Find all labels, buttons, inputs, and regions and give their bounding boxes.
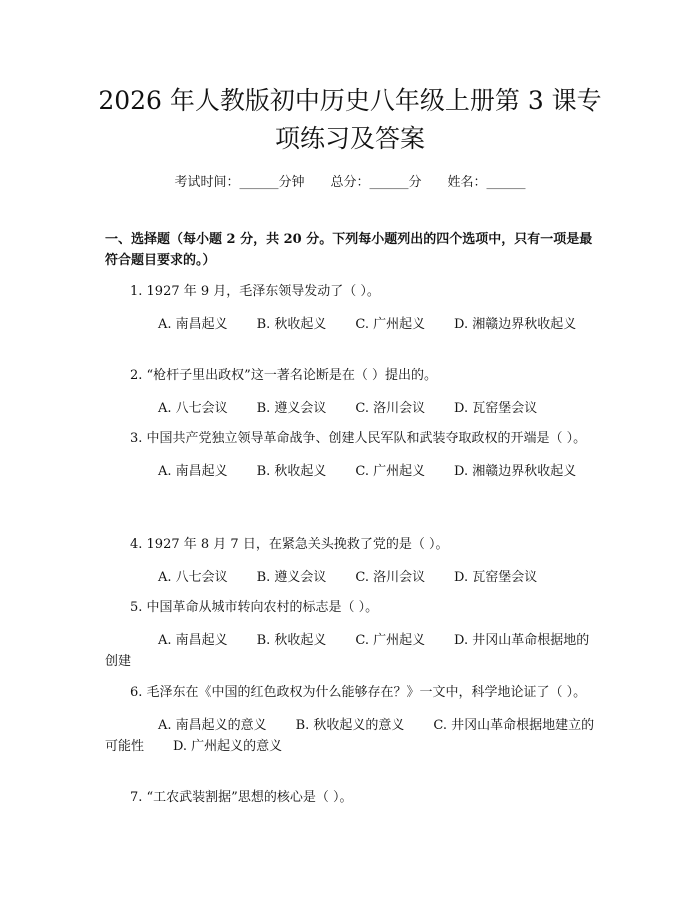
option-c: C. 广州起义: [355, 633, 426, 648]
question-stem: 1. 1927 年 9 月，毛泽东领导发动了（ ）。: [130, 284, 380, 299]
option-d: D. 湘赣边界秋收起义: [454, 317, 577, 332]
question-options: [105, 398, 600, 419]
section-heading: 一、选择题（每小题 2 分，共 20 分。下列每小题列出的四个选项中，只有一项是最符合题目要求的。）: [105, 232, 593, 268]
question-2: [105, 365, 600, 419]
option-b: B. 秋收起义: [256, 633, 327, 648]
student-name: 姓名：______: [447, 175, 526, 190]
question-stem: 4. 1927 年 8 月 7 日，在紧急关头挽救了党的是（ ）。: [130, 537, 449, 552]
question-options: [105, 630, 600, 672]
option-a: A. 南昌起义: [158, 317, 228, 332]
question-6: [105, 682, 600, 757]
question-options: [105, 314, 600, 335]
option-a: A. 南昌起义: [158, 464, 228, 479]
question-stem: 6. 毛泽东在《中国的红色政权为什么能够存在？》一文中，科学地论证了（ ）。: [130, 685, 587, 700]
total-score: 总分：______分: [330, 175, 422, 190]
option-b: B. 遵义会议: [256, 570, 327, 585]
option-b: B. 秋收起义: [256, 317, 327, 332]
option-a: A. 八七会议: [158, 570, 228, 585]
question-stem: 7. “工农武装割据”思想的核心是（ ）。: [130, 790, 353, 805]
title-line-1: 2026 年人教版初中历史八年级上册第 3 课专: [98, 86, 602, 115]
option-c: C. 广州起义: [355, 317, 426, 332]
option-d: D. 湘赣边界秋收起义: [454, 464, 577, 479]
question-stem: 2. “枪杆子里出政权”这一著名论断是在（ ）提出的。: [130, 368, 437, 383]
question-stem: 3. 中国共产党独立领导革命战争、创建人民军队和武装夺取政权的开端是（ ）。: [130, 431, 587, 446]
option-d: D. 广州起义的意义: [172, 739, 283, 754]
option-a: A. 南昌起义: [158, 633, 228, 648]
question-stem: 5. 中国革命从城市转向农村的标志是（ ）。: [130, 600, 379, 615]
option-d: D. 瓦窑堡会议: [454, 570, 538, 585]
option-a: A. 南昌起义的意义: [158, 718, 267, 733]
option-d: D. 井冈山革命根据地的创建: [105, 633, 590, 669]
exam-time: 考试时间：______分钟: [174, 175, 305, 190]
option-b: B. 秋收起义: [256, 464, 327, 479]
option-d: D. 瓦窑堡会议: [454, 401, 538, 416]
option-c: C. 广州起义: [355, 464, 426, 479]
option-a: A. 八七会议: [158, 401, 228, 416]
question-4: [105, 534, 600, 588]
option-b: B. 秋收起义的意义: [295, 718, 405, 733]
question-options: [105, 461, 600, 482]
option-c: C. 洛川会议: [355, 570, 426, 585]
question-5: [105, 597, 600, 672]
option-b: B. 遵义会议: [256, 401, 327, 416]
question-1: [105, 281, 600, 335]
question-7: [105, 787, 600, 808]
page-title: [70, 82, 630, 158]
title-line-2: 项练习及答案: [274, 124, 425, 153]
option-c: C. 洛川会议: [355, 401, 426, 416]
question-options: [105, 715, 600, 757]
exam-meta: [0, 171, 700, 190]
question-3: [105, 428, 600, 482]
question-options: [105, 567, 600, 588]
option-c: C. 井冈山革命根据地建立的可能性: [105, 718, 595, 754]
